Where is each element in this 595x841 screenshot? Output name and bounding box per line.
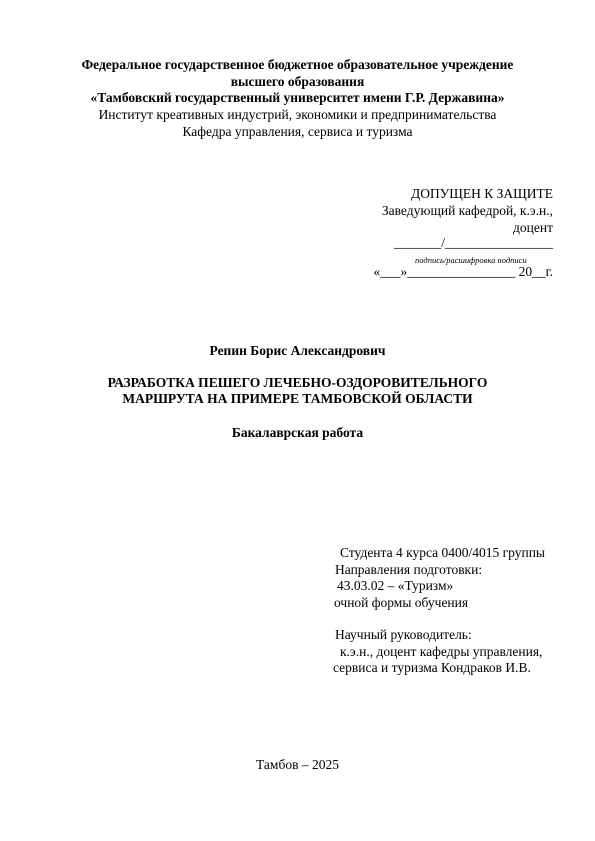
student-direction: 43.03.02 – «Туризм» xyxy=(337,578,454,593)
org-name-line2: высшего образования xyxy=(230,74,365,89)
approval-title: ДОПУЩЕН К ЗАЩИТЕ xyxy=(410,186,553,201)
supervisor-name: сервиса и туризма Кондраков И.В. xyxy=(333,660,531,675)
university-name: «Тамбовский государственный университет имени Г.Р. Державина» xyxy=(90,90,505,105)
thesis-title-line1: РАЗРАБОТКА ПЕШЕГО ЛЕЧЕБНО-ОЗДОРОВИТЕЛЬНОГО xyxy=(107,375,488,390)
supervisor-degree: к.э.н., доцент кафедры управления, xyxy=(340,644,543,659)
department-name: Кафедра управления, сервиса и туризма xyxy=(182,124,413,139)
org-name-line1: Федеральное государственное бюджетное образовательное учреждение xyxy=(81,57,514,72)
work-type: Бакалаврская работа xyxy=(231,425,364,440)
student-study-form: очной формы обучения xyxy=(334,595,469,610)
author-name: Репин Борис Александрович xyxy=(209,343,386,358)
signature-line: _______/________________ xyxy=(393,235,553,250)
student-course: Студента 4 курса 0400/4015 группы xyxy=(340,545,545,560)
approval-date-line: «___»________________ 20__г. xyxy=(373,264,553,279)
city-year: Тамбов – 2025 xyxy=(256,757,339,772)
signature-caption: подпись/расшифровка подписи xyxy=(415,255,527,265)
institute-name: Институт креативных индустрий, экономики и предпринимательства xyxy=(98,107,497,122)
supervisor-label: Научный руководитель: xyxy=(335,627,472,642)
student-direction-label: Направления подготовки: xyxy=(335,562,483,577)
approval-role-2: доцент xyxy=(513,220,553,235)
thesis-title-line2: МАРШРУТА НА ПРИМЕРЕ ТАМБОВСКОЙ ОБЛАСТИ xyxy=(122,391,473,406)
approval-role: Заведующий кафедрой, к.э.н., xyxy=(381,203,553,218)
